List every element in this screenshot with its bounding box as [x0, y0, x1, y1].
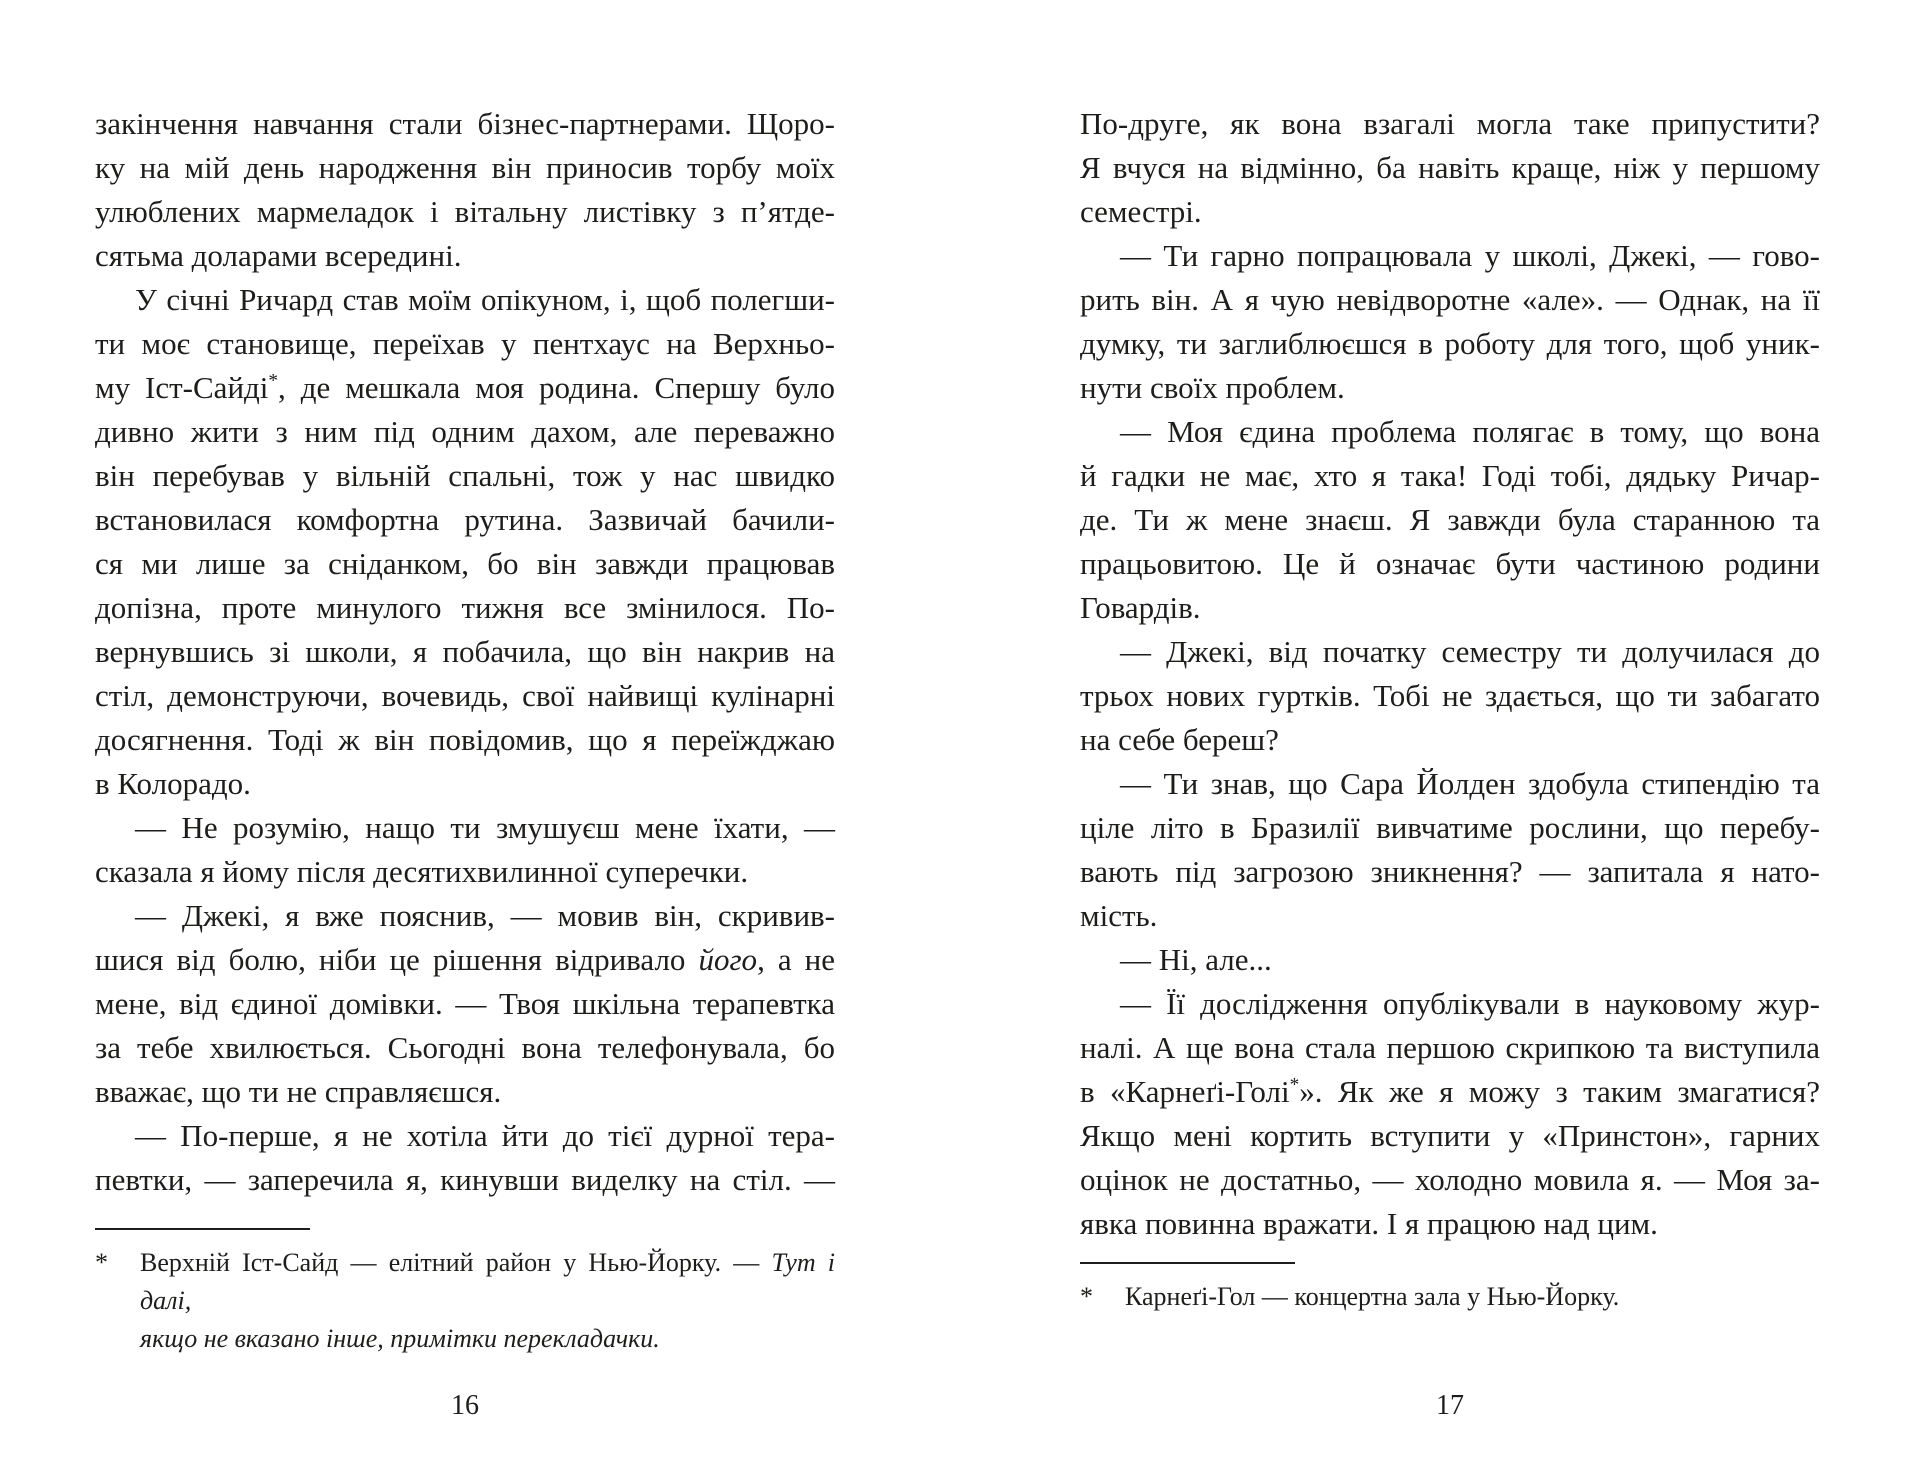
text-line: працьовитою. Це й означає бути частиною родини [1080, 546, 1820, 581]
text-line: допізна, проте минулого тижня все змінилося. По- [95, 590, 835, 625]
text-line: улюблених мармеладок і вітальну листівку з п’ятде- [95, 194, 835, 229]
footnote-marker: * [1080, 1282, 1093, 1311]
text-line: й гадки не має, хто я така! Годі тобі, дядьку Ричар- [1080, 458, 1820, 493]
text-line: рить він. А я чую невідворотне «але». — Однак, на її [1080, 282, 1820, 317]
text-line: за тебе хвилюється. Сьогодні вона телефонувала, бо [95, 1030, 835, 1065]
footnote-separator [95, 1228, 310, 1230]
text-line: в Колорадо. [95, 766, 251, 801]
text-line: — Ні, але... [1120, 942, 1272, 977]
page-17-text [1080, 102, 1820, 1246]
text-line: ціле літо в Бразилії вивчатиме рослини, що перебу- [1080, 810, 1820, 845]
italic-text-segment: його [698, 942, 758, 977]
text-segment: Верхній Іст-Сайд — елітний район у Нью-Йорку. — [140, 1248, 772, 1277]
footnote-left [95, 1228, 835, 1358]
italic-text-segment: Тут і далі, [140, 1248, 835, 1315]
text-line: ку на мій день народження він приносив торбу моїх [95, 150, 835, 185]
text-line: семестрі. [1080, 194, 1202, 229]
text-line: встановилася комфортна рутина. Зазвичай бачили- [95, 502, 835, 537]
text-line: Якщо мені кортить вступити у «Принстон», гарних [1080, 1118, 1820, 1153]
text-line: явка повинна вражати. І я працюю над цим. [1080, 1206, 1658, 1241]
text-line [95, 366, 835, 410]
footnote-line: Карнеґі-Гол — концертна зала у Нью-Йорку. [1125, 1282, 1620, 1311]
footnote-separator [1080, 1262, 1295, 1264]
footnote-marker: * [95, 1248, 108, 1277]
footnote-reference-asterisk: * [1289, 1074, 1300, 1096]
text-segment: , де мешкала моя родина. Спершу було [278, 370, 835, 405]
text-line: налі. А ще вона стала першою скрипкою та виступила [1080, 1030, 1820, 1065]
text-line: Говардів. [1080, 590, 1201, 625]
text-segment: в «Карнеґі-Голі [1080, 1074, 1290, 1109]
page-number-17: 17 [1436, 1390, 1464, 1421]
footnote-text [140, 1244, 835, 1358]
text-line: дивно жити з ним під одним дахом, але переважно [95, 414, 835, 449]
text-line: — Джекі, я вже пояснив, — мовив він, скривив- [135, 898, 835, 933]
text-line [95, 938, 835, 982]
text-line: досягнення. Тоді ж він повідомив, що я переїжджаю [95, 722, 835, 757]
text-segment: , а не [757, 942, 835, 977]
text-line [1080, 1070, 1820, 1114]
text-line: — Моя єдина проблема полягає в тому, що вона [1120, 414, 1820, 449]
text-line: стіл, демонструючи, вочевидь, свої найвищі кулінарні [95, 678, 835, 713]
text-line: оцінок не достатньо, — холодно мовила я. — Моя за- [1080, 1162, 1820, 1197]
footnote-line [140, 1244, 835, 1320]
text-line: де. Ти ж мене знаєш. Я завжди була старанною та [1080, 502, 1820, 537]
text-line: По-друге, як вона взагалі могла таке припустити? [1080, 106, 1820, 141]
text-segment: ». Як же я можу з таким змагатися? [1299, 1074, 1820, 1109]
text-segment: шися від болю, ніби це рішення відривало [95, 942, 699, 977]
text-line: він перебував у вільній спальні, тож у нас швидко [95, 458, 835, 493]
text-line: — Джекі, від початку семестру ти долучилася до [1120, 634, 1820, 669]
text-line: сятьма доларами всередині. [95, 238, 462, 273]
text-line: — Не розумію, нащо ти змушуєш мене їхати, — [135, 810, 835, 845]
text-line: — Її дослідження опублікували в науковому жур- [1120, 986, 1820, 1021]
text-line: певтки, — заперечила я, кинувши виделку на стіл. — [95, 1162, 835, 1197]
page-number-16: 16 [451, 1390, 479, 1421]
text-line: мене, від єдиної домівки. — Твоя шкільна терапевтка [95, 986, 835, 1021]
page-16-text [95, 102, 835, 1202]
text-line: трьох нових гуртків. Тобі не здається, що ти забагато [1080, 678, 1820, 713]
text-line: Я вчуся на відмінно, ба навіть краще, ніж у першому [1080, 150, 1820, 185]
text-line: ти моє становище, переїхав у пентхаус на Верхньо- [95, 326, 835, 361]
footnote-line: якщо не вказано інше, примітки перекладачки. [140, 1324, 660, 1353]
text-line: — Ти знав, що Сара Йолден здобула стипендію та [1120, 766, 1820, 801]
text-line: думку, ти заглиблюєшся в роботу для того, щоб уник- [1080, 326, 1820, 361]
text-segment: му Іст-Сайді [95, 370, 269, 405]
text-line: на себе береш? [1080, 722, 1279, 757]
text-line: вають під загрозою зникнення? — запитала я нато- [1080, 854, 1820, 889]
text-line: — По-перше, я не хотіла йти до тієї дурної тера- [135, 1118, 835, 1153]
text-line: У січні Ричард став моїм опікуном, і, щоб полегши- [135, 282, 835, 317]
text-line: — Ти гарно попрацювала у школі, Джекі, — гово- [1120, 238, 1820, 273]
text-line: нути своїх проблем. [1080, 370, 1345, 405]
text-line: вважає, що ти не справляєшся. [95, 1074, 502, 1109]
text-line: ся ми лише за сніданком, бо він завжди працював [95, 546, 835, 581]
footnote-text [1125, 1278, 1820, 1316]
text-line: вернувшись зі школи, я побачила, що він накрив на [95, 634, 835, 669]
text-line: мість. [1080, 898, 1158, 933]
text-line: сказала я йому після десятихвилинної суперечки. [95, 854, 749, 889]
footnote-right [1080, 1262, 1820, 1316]
text-line: закінчення навчання стали бізнес-партнерами. Щоро- [95, 106, 835, 141]
footnote-reference-asterisk: * [268, 370, 279, 392]
